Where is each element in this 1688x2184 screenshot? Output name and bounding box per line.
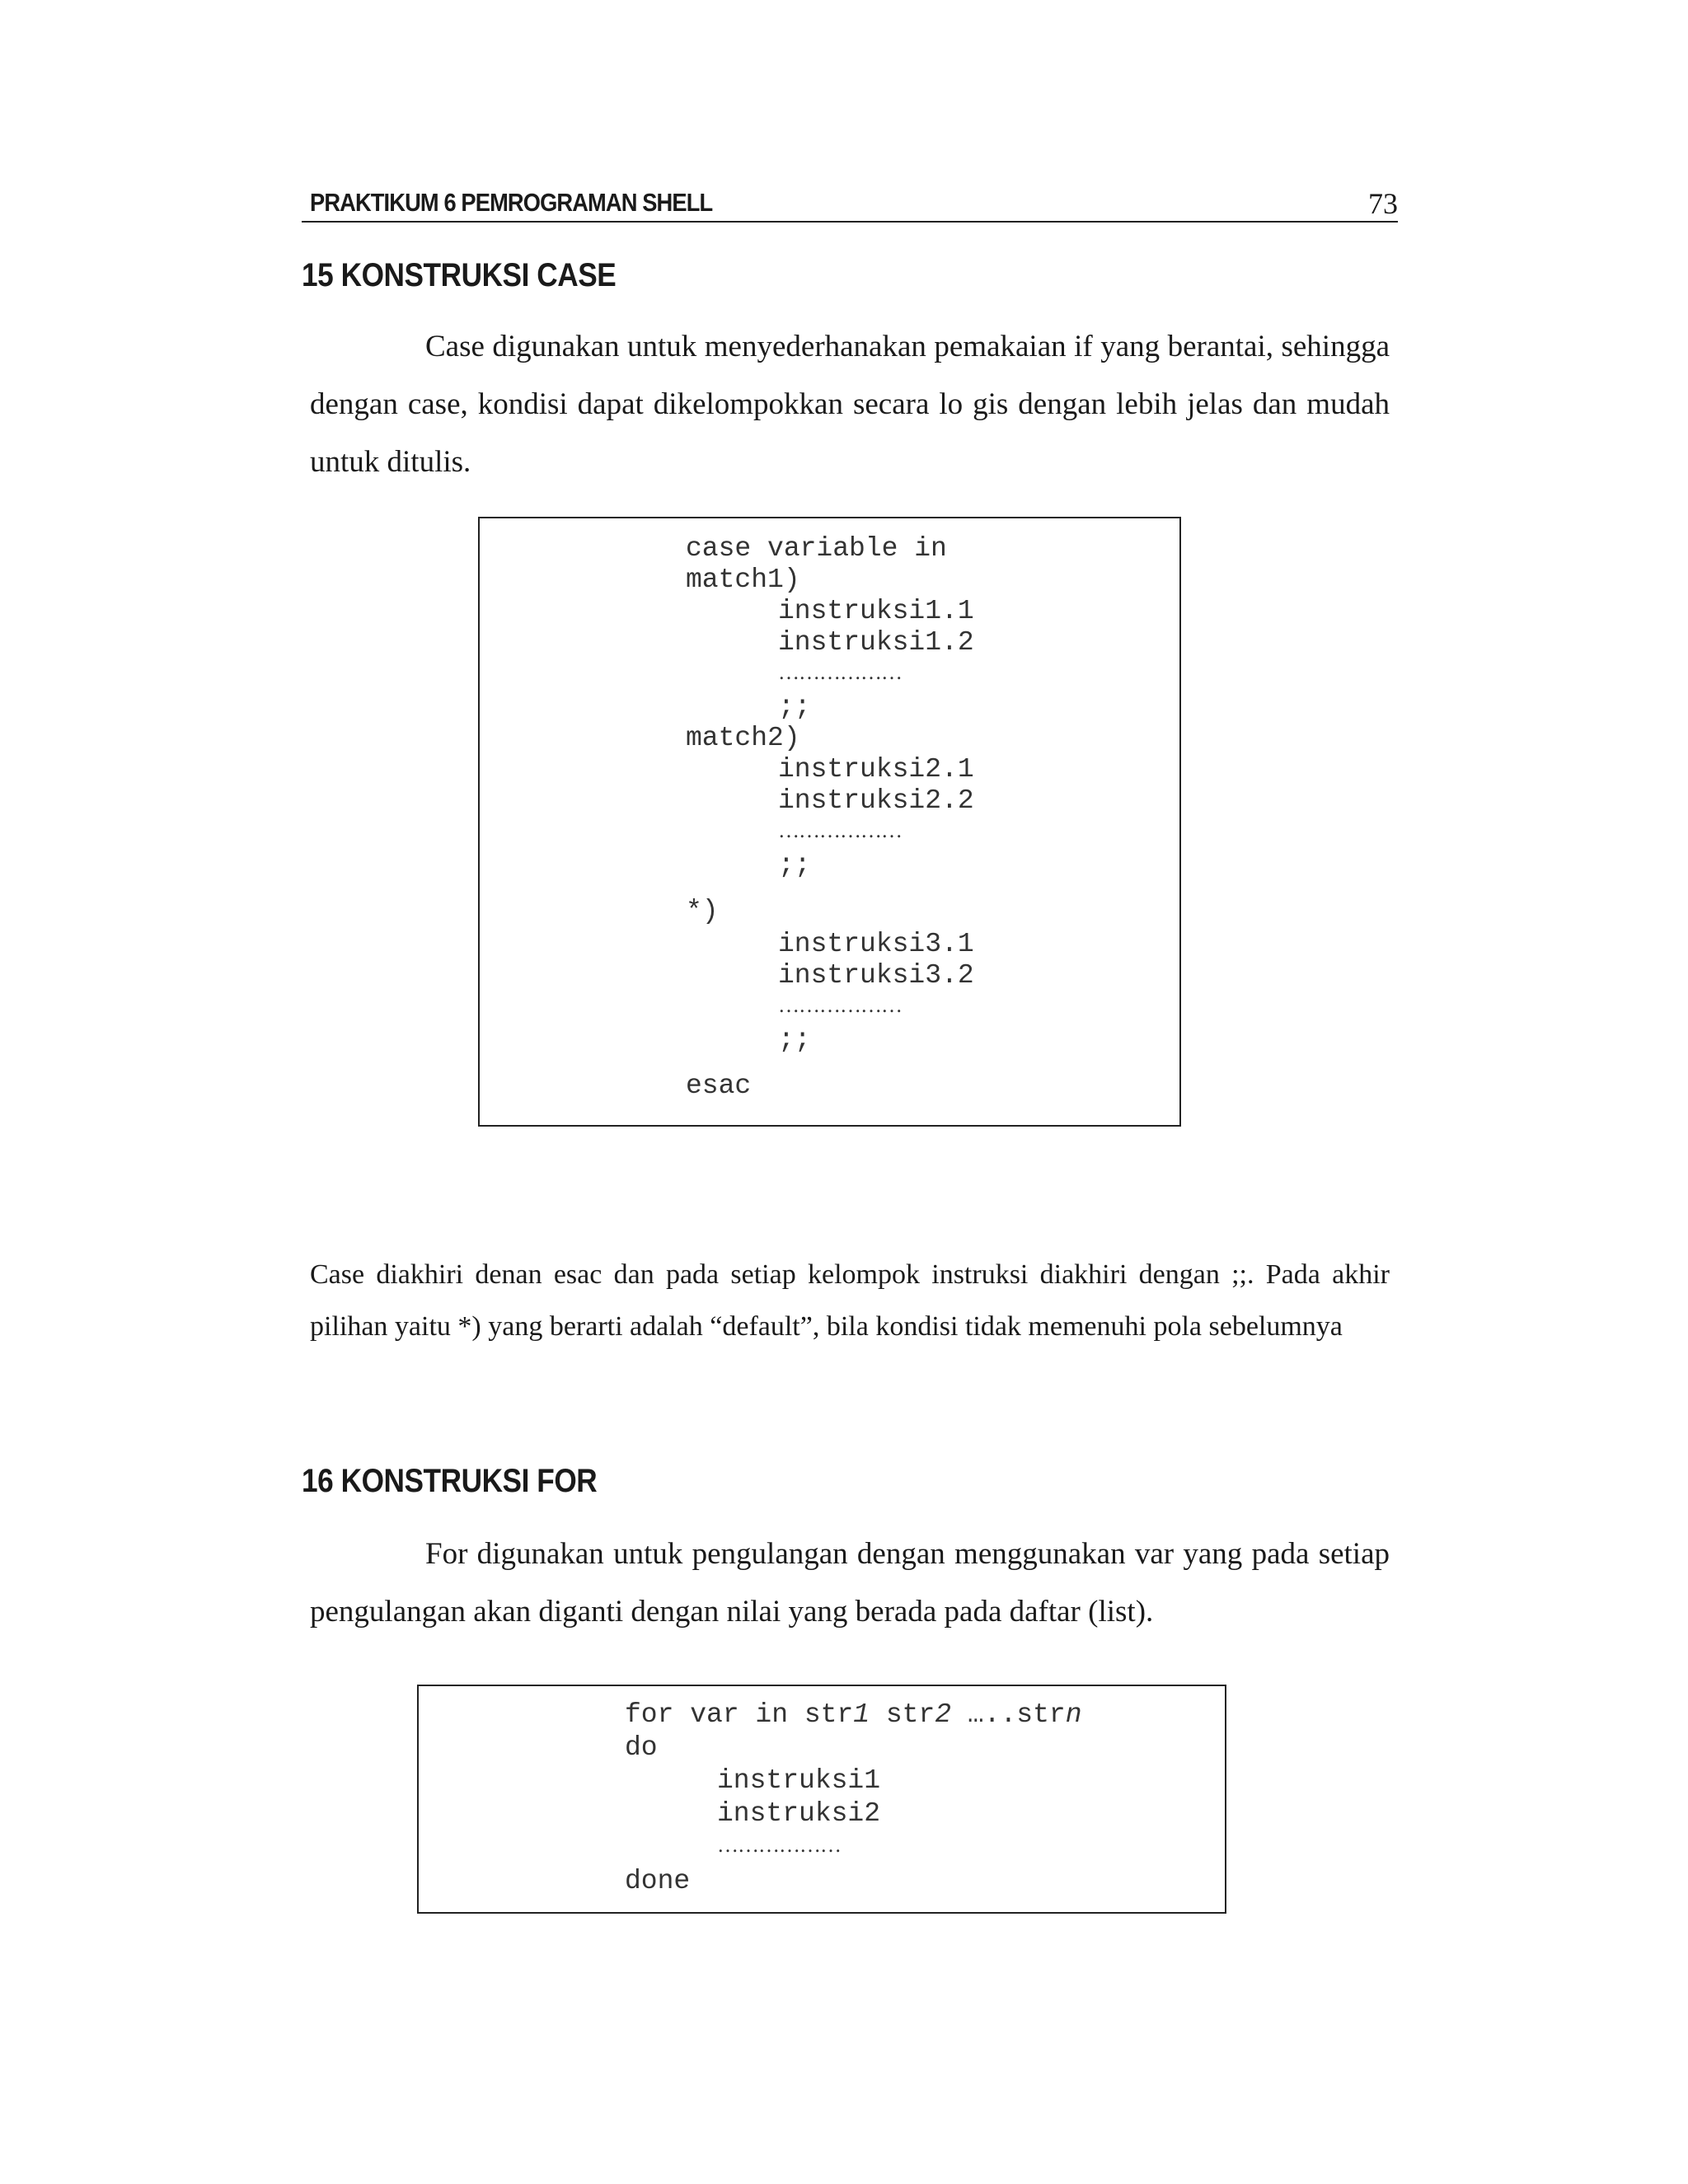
code-line: instruksi3.1 xyxy=(778,929,974,959)
code-line: instruksi3.2 xyxy=(778,960,974,991)
code-line: match2) xyxy=(686,723,800,753)
code-ellipsis: ……………… xyxy=(778,993,902,1017)
case-intro-paragraph: Case digunakan untuk menyederhanakan pemakaian if yang berantai, sehingga dengan case, kondisi dapat dikelompokkan secara lo gis dengan lebih jelas dan mudah untuk ditulis. xyxy=(310,330,1390,479)
code-line: instruksi1.2 xyxy=(778,627,974,658)
header-title: PRAKTIKUM 6 PEMROGRAMAN SHELL xyxy=(310,188,713,217)
code-line: instruksi1.1 xyxy=(778,596,974,626)
code-line: instruksi2 xyxy=(717,1798,881,1829)
code-ellipsis: ……………… xyxy=(717,1833,841,1857)
code-line: instruksi2.1 xyxy=(778,754,974,785)
section-heading-for: 16 KONSTRUKSI FOR xyxy=(302,1463,598,1499)
code-ellipsis: ……………… xyxy=(778,660,902,684)
page-header xyxy=(302,183,1398,223)
case-explanation-paragraph: Case diakhiri denan esac dan pada setiap kelompok instruksi diakhiri dengan ;;. Pada akhir pilihan yaitu *) yang berarti adalah “default”, bila kondisi tidak memenuhi pola sebelumnya xyxy=(310,1259,1390,1342)
page-number: 73 xyxy=(1368,187,1398,220)
case-code-box xyxy=(478,517,1181,1127)
code-line: case variable in xyxy=(686,533,947,564)
code-line: esac xyxy=(686,1071,752,1101)
code-line: match1) xyxy=(686,565,800,595)
code-line: *) xyxy=(686,896,719,926)
for-intro-paragraph: For digunakan untuk pengulangan dengan menggunakan var yang pada setiap pengulangan akan diganti dengan nilai yang berada pada daftar (list). xyxy=(310,1537,1390,1629)
code-line: for var in str1 str2 …..strn xyxy=(625,1699,1082,1730)
code-line: instruksi1 xyxy=(717,1765,881,1796)
for-code-box xyxy=(417,1685,1226,1914)
code-ellipsis: ……………… xyxy=(778,818,902,842)
code-line: instruksi2.2 xyxy=(778,785,974,816)
section-heading-case: 15 KONSTRUKSI CASE xyxy=(302,257,617,293)
code-line: done xyxy=(625,1866,691,1896)
code-line: ;; xyxy=(778,850,811,880)
code-line: ;; xyxy=(778,1024,811,1055)
code-line: ;; xyxy=(778,691,811,722)
code-line: do xyxy=(625,1732,658,1763)
